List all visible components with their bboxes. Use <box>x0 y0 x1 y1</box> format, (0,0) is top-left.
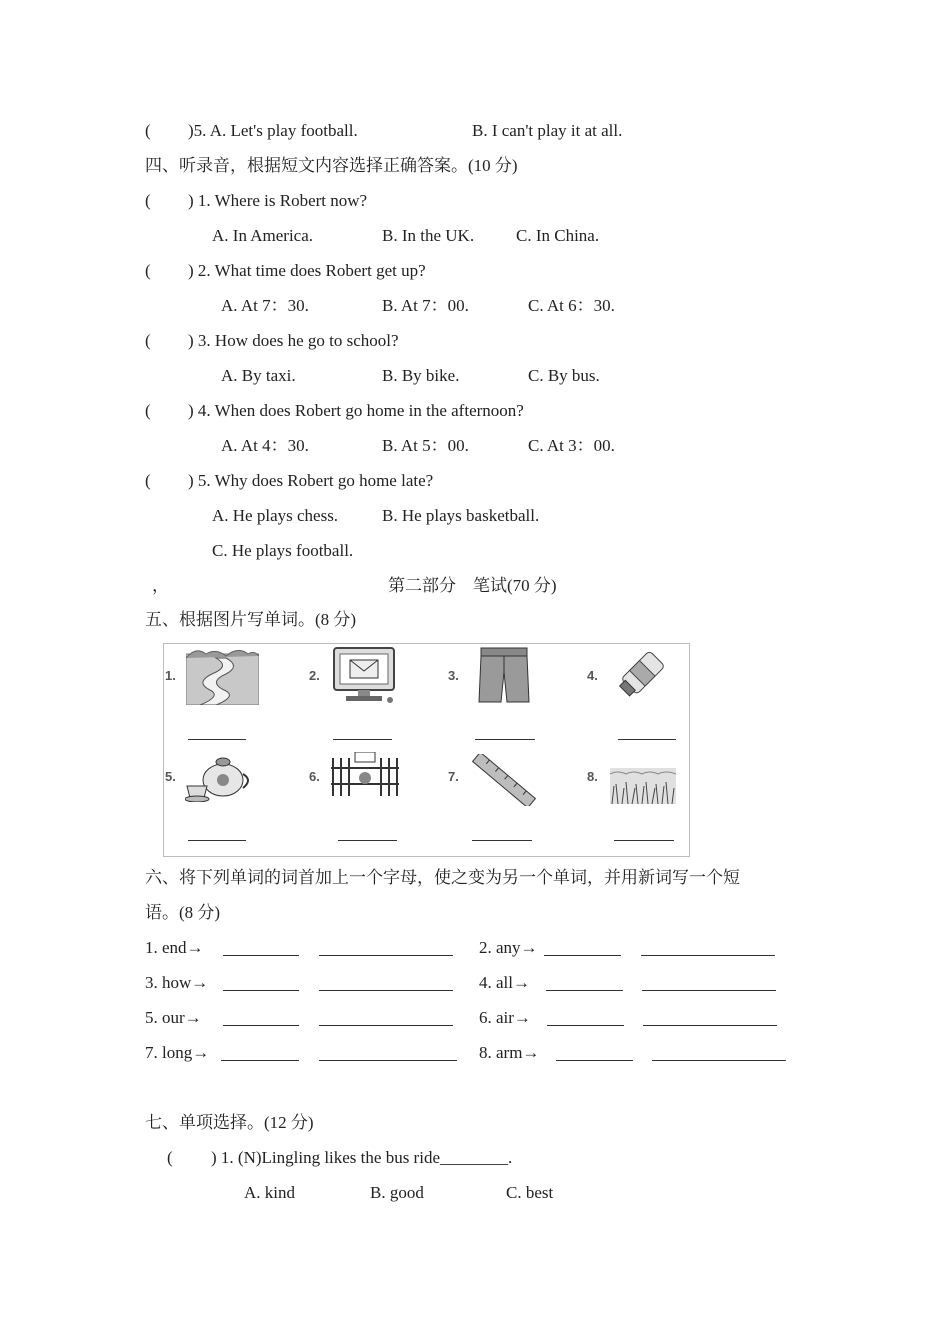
answer-bracket[interactable]: ( <box>145 471 151 490</box>
answer-bracket[interactable]: ( <box>145 261 151 280</box>
part-2-title: 第二部分 笔试(70 分) <box>388 576 557 595</box>
answer-blank[interactable] <box>472 840 532 841</box>
letter-blank[interactable] <box>223 955 299 956</box>
section-6-title-cont: 语。(8 分) <box>145 903 221 922</box>
word-item: 7. long→ <box>145 1043 210 1062</box>
answer-bracket[interactable]: ( <box>145 121 151 140</box>
word-item: 6. air→ <box>479 1008 531 1027</box>
answer-bracket[interactable]: ( <box>145 401 151 420</box>
option-b: B. He plays basketball. <box>382 506 540 525</box>
section-4-title: 四、听录音，根据短文内容选择正确答案。(10 分) <box>145 156 518 175</box>
letter-blank[interactable] <box>556 1060 633 1061</box>
letter-blank[interactable] <box>547 1025 624 1026</box>
answer-blank[interactable] <box>618 739 676 740</box>
option-b: B. In the UK. <box>382 226 475 245</box>
answer-blank[interactable] <box>333 739 392 740</box>
question-text: ) 1. Where is Robert now? <box>188 191 368 210</box>
grass-picture <box>610 766 676 806</box>
letter-blank[interactable] <box>223 990 299 991</box>
phrase-blank[interactable] <box>643 1025 777 1026</box>
word-item: 3. how→ <box>145 973 209 992</box>
shorts-picture <box>477 646 531 706</box>
section-5-title: 五、根据图片写单词。(8 分) <box>145 610 357 629</box>
section-7-title: 七、单项选择。(12 分) <box>145 1113 314 1132</box>
question-text: ) 4. When does Robert go home in the afternoon? <box>188 401 524 420</box>
letter-blank[interactable] <box>221 1060 299 1061</box>
answer-blank[interactable] <box>188 840 246 841</box>
teapot-picture <box>185 752 253 802</box>
question-text: ) 3. How does he go to school? <box>188 331 399 350</box>
option-a: A. By taxi. <box>221 366 296 385</box>
answer-blank[interactable] <box>188 739 246 740</box>
phrase-blank[interactable] <box>641 955 775 956</box>
word-item: 4. all→ <box>479 973 530 992</box>
option-a: A. He plays chess. <box>212 506 339 525</box>
option-b: B. At 7：00. <box>382 296 469 315</box>
phrase-blank[interactable] <box>319 1060 457 1061</box>
ruler-picture <box>472 754 536 806</box>
phrase-blank[interactable] <box>652 1060 786 1061</box>
phrase-blank[interactable] <box>319 955 453 956</box>
picture-number: 3. <box>448 668 459 683</box>
letter-blank[interactable] <box>223 1025 299 1026</box>
answer-blank[interactable] <box>614 840 674 841</box>
option-c: C. In China. <box>516 226 600 245</box>
answer-bracket[interactable]: ( <box>145 191 151 210</box>
option-a: A. kind <box>244 1183 295 1202</box>
option-c: C. At 6：30. <box>528 296 615 315</box>
picture-number: 5. <box>165 769 176 784</box>
option-c: C. He plays football. <box>212 541 354 560</box>
word-item: 8. arm→ <box>479 1043 540 1062</box>
option-c: C. At 3：00. <box>528 436 615 455</box>
option-a: A. In America. <box>212 226 314 245</box>
bottle-picture <box>614 646 672 702</box>
picture-number: 7. <box>448 769 459 784</box>
question-text: ) 2. What time does Robert get up? <box>188 261 426 280</box>
letter-blank[interactable] <box>544 955 621 956</box>
option-b: B. I can't play it at all. <box>472 121 623 140</box>
option-b: B. good <box>370 1183 424 1202</box>
answer-blank[interactable] <box>475 739 535 740</box>
stray-comma: ， <box>152 576 169 595</box>
section-6-title: 六、将下列单词的词首加上一个字母，使之变为另一个单词，并用新词写一个短 <box>145 868 740 887</box>
phrase-blank[interactable] <box>319 1025 453 1026</box>
picture-number: 2. <box>309 668 320 683</box>
fence-picture <box>331 752 399 798</box>
letter-on-computer-picture <box>332 646 398 704</box>
option-a: A. At 4：30. <box>221 436 309 455</box>
picture-number: 8. <box>587 769 598 784</box>
answer-bracket[interactable]: ( <box>167 1148 173 1167</box>
option-c: C. By bus. <box>528 366 600 385</box>
option-a: A. At 7：30. <box>221 296 309 315</box>
river-picture <box>186 646 259 705</box>
letter-blank[interactable] <box>546 990 623 991</box>
picture-number: 1. <box>165 668 176 683</box>
word-item: 5. our→ <box>145 1008 202 1027</box>
phrase-blank[interactable] <box>319 990 453 991</box>
word-item: 2. any→ <box>479 938 538 957</box>
answer-blank[interactable] <box>338 840 397 841</box>
picture-number: 6. <box>309 769 320 784</box>
option-b: B. By bike. <box>382 366 460 385</box>
answer-bracket[interactable]: ( <box>145 331 151 350</box>
question-text: )5. A. Let's play football. <box>188 121 358 140</box>
picture-number: 4. <box>587 668 598 683</box>
phrase-blank[interactable] <box>642 990 776 991</box>
option-b: B. At 5：00. <box>382 436 469 455</box>
word-item: 1. end→ <box>145 938 204 957</box>
question-text: ) 1. (N)Lingling likes the bus ride________. <box>211 1148 513 1167</box>
option-c: C. best <box>506 1183 554 1202</box>
question-text: ) 5. Why does Robert go home late? <box>188 471 434 490</box>
